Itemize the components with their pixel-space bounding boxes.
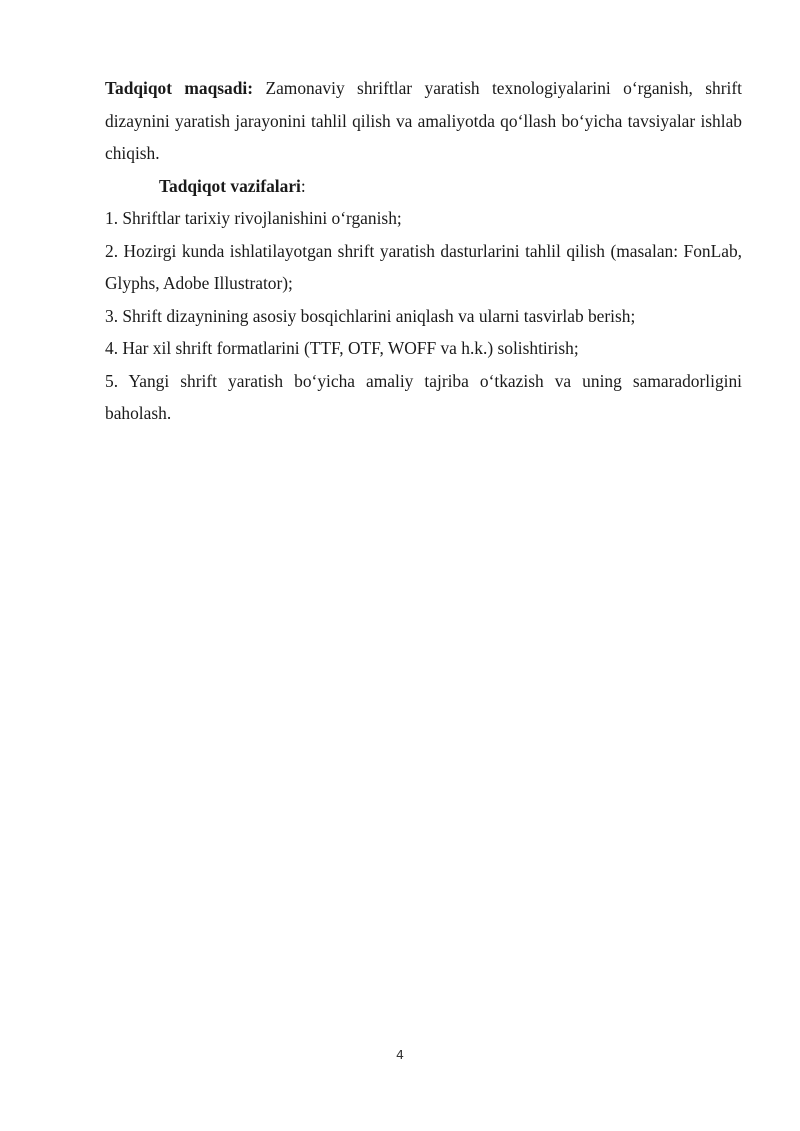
research-tasks-colon: : [300, 175, 306, 196]
research-aim-text: Zamonaviy shriftlar yaratish texnologiyalarini o‘rganish, shrift dizaynini yaratish jarayonini tahlil qilish va amaliyotda qo‘llash bo‘yicha tavsiyalar ishlab chiqish. [105, 78, 742, 163]
research-tasks-heading [105, 170, 742, 203]
list-item: 4. Har xil shrift formatlarini (TTF, OTF, WOFF va h.k.) solishtirish; [105, 338, 579, 358]
research-aim-label: Tadqiqot maqsadi: [105, 78, 254, 98]
page-content [105, 72, 742, 430]
page-number: 4 [396, 1047, 404, 1062]
list-item: 1. Shriftlar tarixiy rivojlanishini o‘rganish; [105, 208, 402, 228]
list-item: 5. Yangi shrift yaratish bo‘yicha amaliy tajriba o‘tkazish va uning samaradorligini baholash. [105, 370, 742, 423]
list-item: 2. Hozirgi kunda ishlatilayotgan shrift yaratish dasturlarini tahlil qilish (masalan: FonLab, Glyphs, Adobe Illustrator); [105, 240, 742, 293]
research-tasks-list [105, 202, 742, 430]
research-tasks-label: Tadqiqot vazifalari [159, 175, 301, 196]
research-aim-paragraph [105, 72, 742, 170]
list-item: 3. Shrift dizaynining asosiy bosqichlarini aniqlash va ularni tasvirlab berish; [105, 305, 636, 326]
